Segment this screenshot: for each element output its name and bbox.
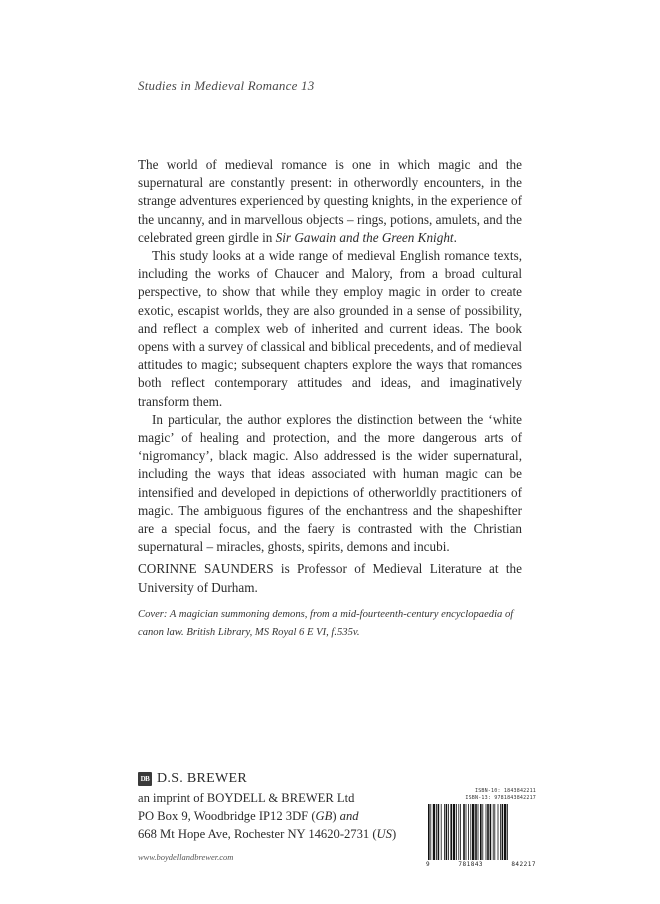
address-uk-close: ) [332,809,340,823]
publisher-block [138,770,396,843]
author-bio-text: is Professor of Medieval Literature at the University of Durham. [138,561,522,595]
publisher-imprint: an imprint of BOYDELL & BREWER Ltd [138,791,355,805]
website-url: www.boydellandbrewer.com [138,852,234,862]
author-bio [138,560,522,596]
address-uk-text: PO Box 9, Woodbridge IP12 3DF ( [138,809,316,823]
barcode-block [426,788,536,868]
book-title-reference: Sir Gawain and the Green Knight [275,229,454,245]
barcode-digit-left: 781843 [458,861,484,868]
publisher-name: D.S. BREWER [157,771,248,786]
barcode-icon [426,804,536,860]
blurb-text [138,156,522,597]
publisher-address-uk [138,807,396,825]
address-uk-country: GB [315,809,333,823]
address-and: and [339,809,359,823]
blurb-paragraph-2: This study looks at a wide range of medieval English romance texts, including the works of Chaucer and Malory, from a broad cultural perspective, to show that while they employ magic in order to create exotic, escapist worlds, they are also grounded in a sense of possibility, and reflect a complex web of inherited and current ideas. The book opens with a survey of classical and biblical precedents, and of medieval attitudes to magic; subsequent chapters explore the ways that romances both reflect contemporary attitudes and ideas, and imaginatively transform them. [138,248,522,409]
barcode-digit-prefix: 9 [426,861,431,868]
author-name: CORINNE SAUNDERS [138,561,274,577]
publisher-logo-icon: DB [138,772,152,786]
barcode-digit-right: 842217 [511,861,536,868]
blurb-p1-end: . [453,229,457,245]
series-title: Studies in Medieval Romance 13 [138,78,315,93]
blurb-paragraph-3: In particular, the author explores the distinction between the ‘white magic’ of healing and protection, and the more dangerous arts of ‘nigromancy’, black magic. Also addressed is the wider supernatural, including the ways that ideas associated with human magic can be intensified and developed in depictions of otherworldly practitioners of magic. The ambiguous figures of the enchantress and the shapeshifter are a special focus, and the faery is contrasted with the Christian supernatural – miracles, ghosts, spirits, demons and incubi. [138,411,522,555]
isbn-13: ISBN-13: 9781843842217 [465,795,536,801]
isbn-10: ISBN-10: 1843842211 [475,788,536,794]
address-us-close: ) [391,827,397,841]
cover-caption: Cover: A magician summoning demons, from a mid-fourteenth-century encyclopaedia of canon law. British Library, MS Royal 6 E VI, f.535v. [138,609,514,638]
blurb-paragraph-1 [138,156,522,247]
barcode-digits [426,861,536,868]
blurb-p1-text: The world of medieval romance is one in which magic and the supernatural are constantly present: in otherwordly encounters, in the strange adventures experienced by questing knights, in the experience of the uncanny, and in marvellous objects – rings, potions, amulets, and the celebrated green girdle in [138,157,522,245]
publisher-address-us [138,825,396,843]
publisher-brand [138,770,396,788]
address-us-country: US [376,827,392,841]
address-us-text: 668 Mt Hope Ave, Rochester NY 14620-2731 ( [138,827,377,841]
